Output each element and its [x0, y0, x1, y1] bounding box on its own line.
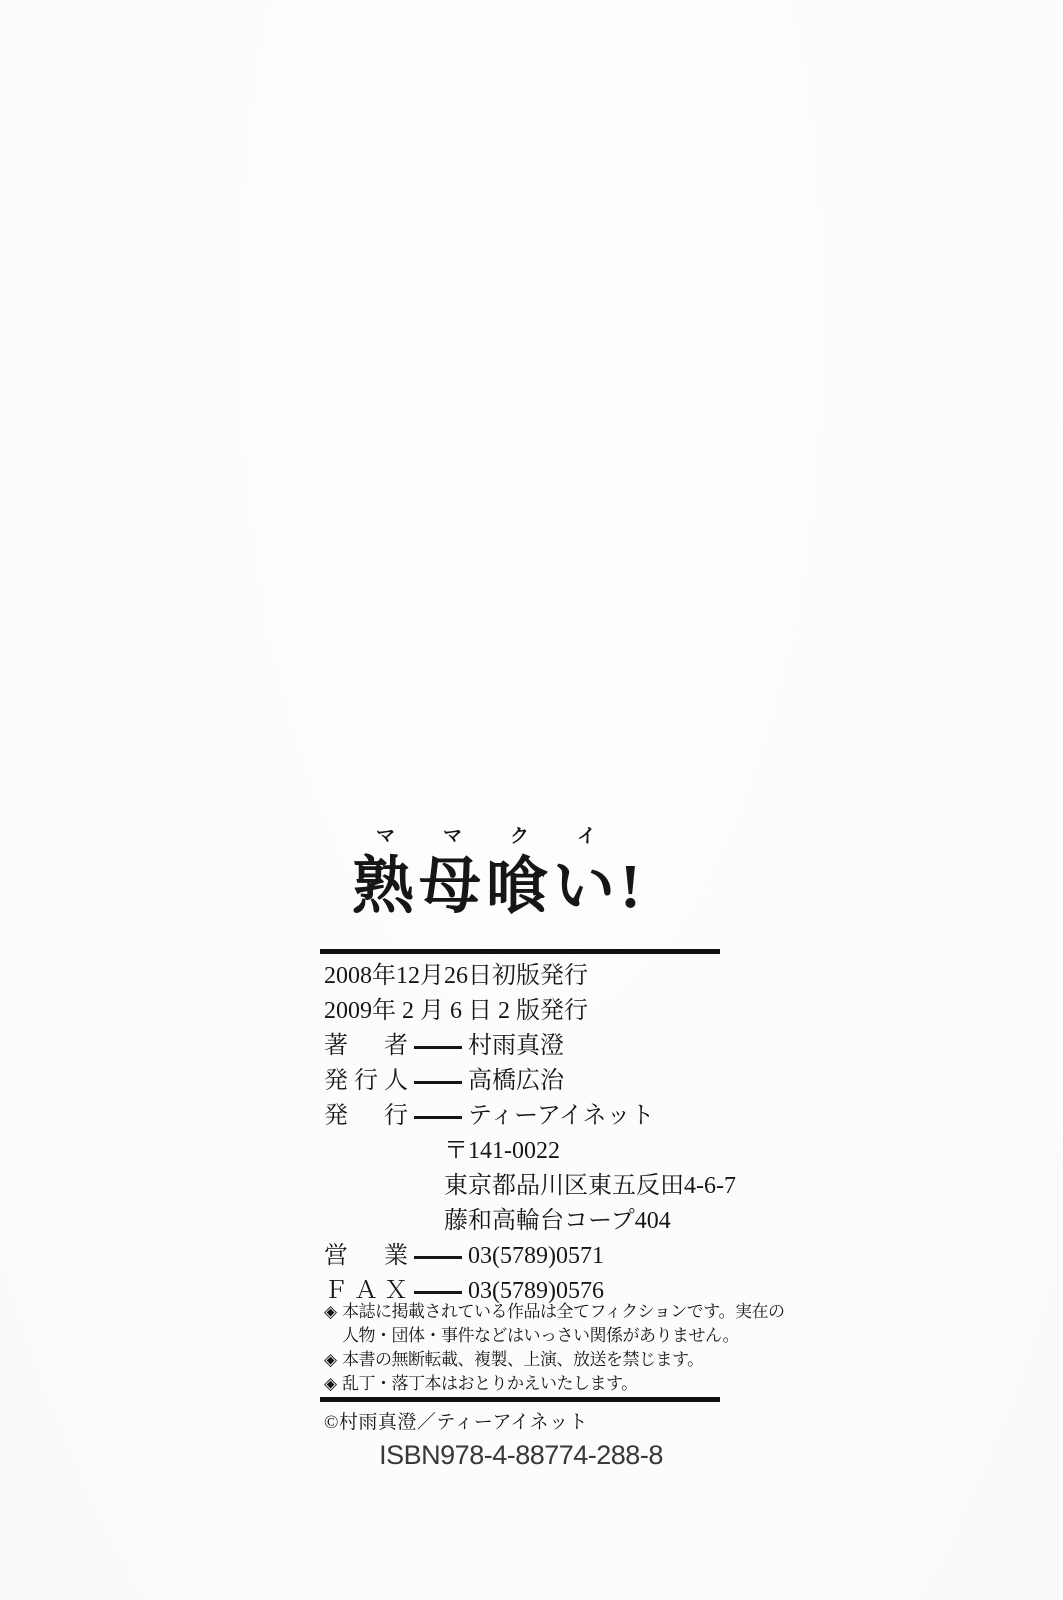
dash-rule — [414, 1046, 462, 1049]
diamond-bullet-icon: ◈ — [324, 1350, 337, 1369]
title-block — [352, 826, 646, 921]
credit-row-publisher-person — [324, 1064, 720, 1099]
note-fiction-disclaimer-cont — [324, 1324, 740, 1348]
note-defective-copy — [324, 1372, 724, 1396]
note-text: 人物・団体・事件などはいっさい関係がありません。 — [342, 1326, 740, 1345]
dash-rule — [414, 1081, 462, 1084]
title-furigana: イ — [553, 826, 621, 847]
note-no-reproduction — [324, 1348, 724, 1372]
note-text: 乱丁・落丁本はおとりかえいたします。 — [342, 1374, 638, 1393]
dash-rule — [414, 1116, 462, 1119]
edition-date-line: 2009年 2 月 6 日 2 版発行 — [324, 998, 588, 1024]
title-furigana: マ — [419, 826, 487, 847]
publication-info — [324, 959, 736, 1309]
address-line-postal: 〒141-0022 — [444, 1138, 560, 1164]
footer-divider-rule — [320, 1397, 720, 1402]
disclaimer-notes — [324, 1300, 785, 1396]
copyright-line: ©村雨真澄／ティーアイネット — [324, 1412, 589, 1433]
credit-label: 著 者 — [324, 1033, 414, 1059]
isbn-number: ISBN978-4-88774-288-8 — [379, 1440, 663, 1470]
title-divider-rule — [320, 949, 720, 954]
credit-row-author — [324, 1029, 720, 1064]
title-furigana: マ — [352, 826, 420, 847]
address-line-building: 藤和高輪台コープ404 — [444, 1208, 671, 1234]
dash-rule — [414, 1256, 462, 1259]
diamond-bullet-icon: ◈ — [324, 1374, 337, 1393]
title-exclamation: ! — [620, 853, 646, 921]
credit-value: 村雨真澄 — [468, 1033, 564, 1059]
title-furigana: ク — [486, 826, 554, 847]
dash-rule — [414, 1291, 462, 1294]
title-char: 喰 — [486, 853, 554, 921]
diamond-bullet-icon: ◈ — [324, 1302, 337, 1321]
book-title-ruby — [352, 826, 621, 921]
title-char: い — [553, 853, 621, 921]
edition-date-line: 2008年12月26日初版発行 — [324, 963, 588, 989]
contact-row-sales — [324, 1239, 720, 1274]
credit-label: 発 行 — [324, 1103, 414, 1129]
note-text: 本書の無断転載、複製、上演、放送を禁じます。 — [342, 1350, 704, 1369]
contact-phone: 03(5789)0571 — [468, 1243, 604, 1269]
credit-row-publisher-company — [324, 1099, 720, 1134]
contact-fax: 03(5789)0576 — [468, 1278, 604, 1304]
contact-label: 営 業 — [324, 1243, 414, 1269]
credit-value: 高橋広治 — [468, 1068, 564, 1094]
colophon-content — [322, 826, 785, 1600]
credit-value: ティーアイネット — [468, 1103, 655, 1129]
contact-label: ＦＡＸ — [324, 1278, 414, 1304]
book-title — [352, 826, 646, 921]
address-line-street: 東京都品川区東五反田4-6-7 — [444, 1173, 736, 1199]
note-text: 本誌に掲載されている作品は全てフィクションです。実在の — [342, 1302, 785, 1321]
credit-label: 発行人 — [324, 1068, 414, 1094]
note-indent — [324, 1324, 342, 1348]
title-char: 母 — [419, 853, 487, 921]
title-char: 熟 — [352, 853, 420, 921]
note-fiction-disclaimer — [324, 1300, 785, 1324]
